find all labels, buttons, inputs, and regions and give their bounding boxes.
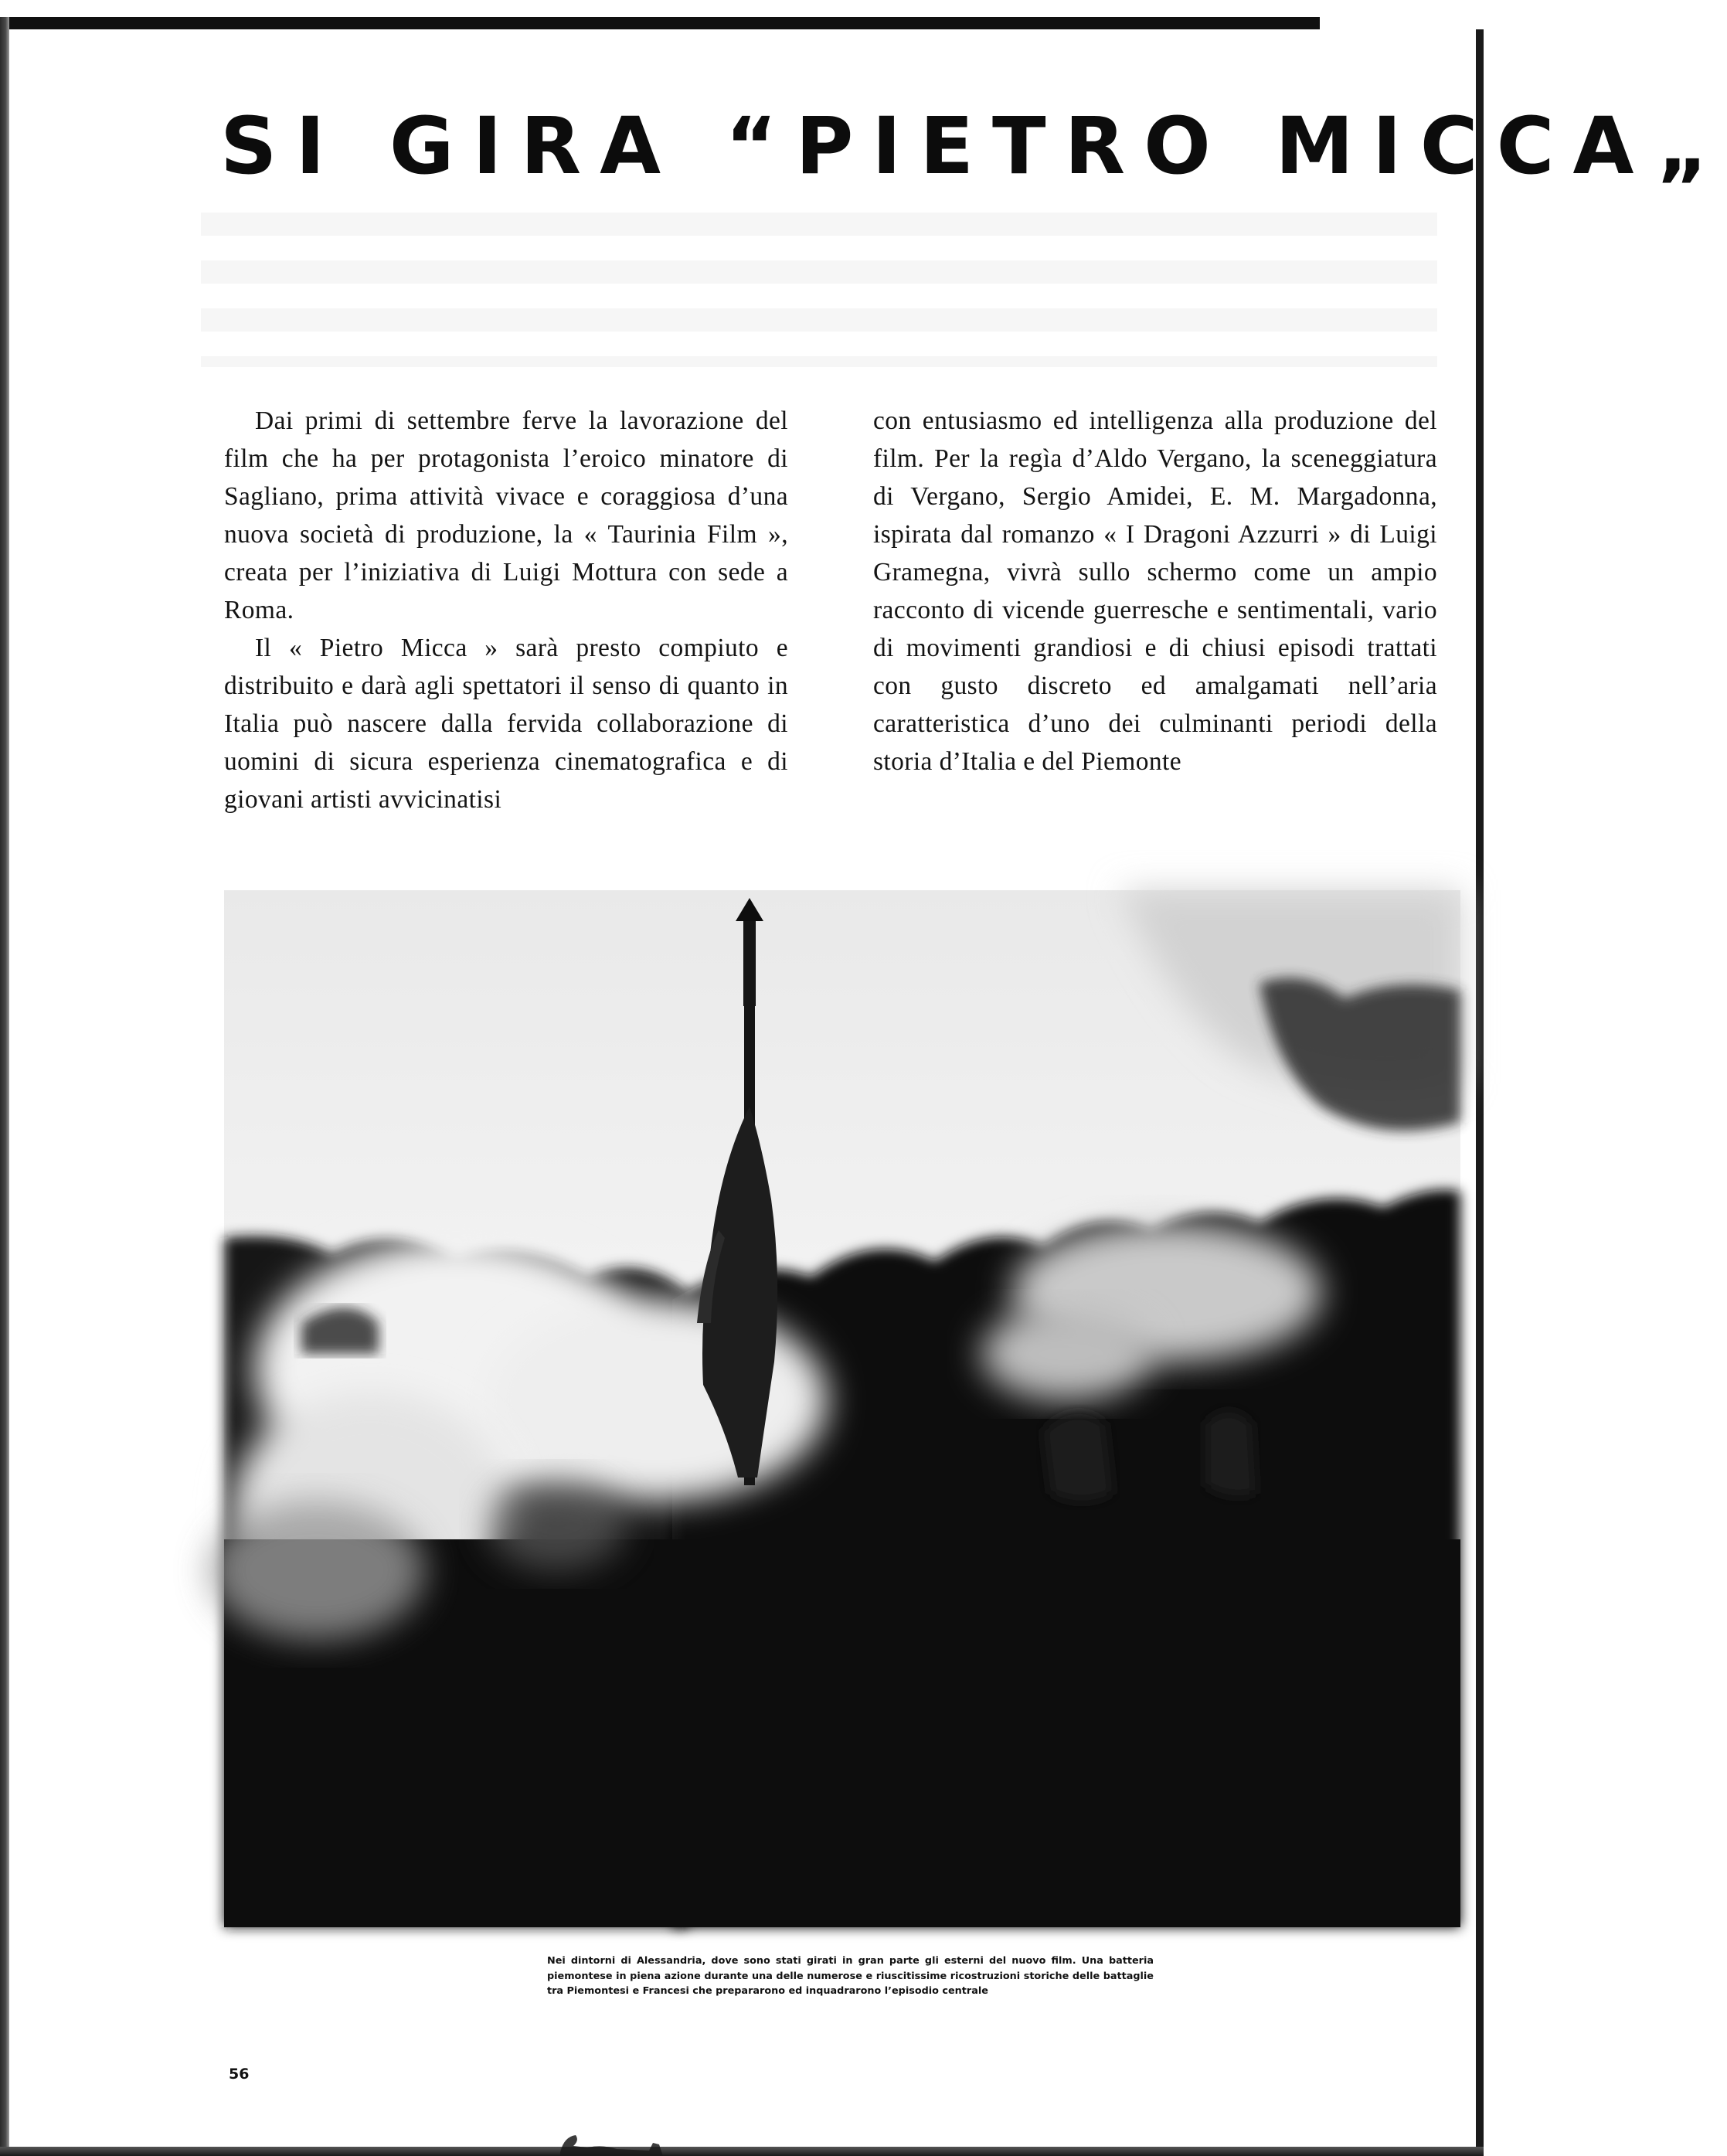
page-number: 56 <box>229 2066 250 2083</box>
article-title: SI GIRA “PIETRO MICCA„ <box>220 100 1727 192</box>
text-column-left <box>224 402 788 818</box>
scan-mark <box>556 2129 680 2156</box>
paragraph: Dai primi di settembre ferve la lavorazione del film che ha per protagonista l’eroico minatore di Sagliano, prima attività vivace e coraggiosa d’una nuova società di produzione, la « Taurinia Film », creata per l’iniziativa di Luigi Mottura con sede a Roma. <box>224 406 788 624</box>
photo-caption: Nei dintorni di Alessandria, dove sono stati girati in gran parte gli esterni del nuovo film. Una batteria piemontese in piena azione durante una delle numerose e riuscitissime ricostruzioni storiche delle battaglie tra Piemontesi e Francesi che prepararono ed inquadrarono l’episodio centrale <box>547 1955 1154 1997</box>
battle-scene-photo <box>224 890 1460 1927</box>
page-left-edge <box>0 17 9 2150</box>
text-column-right <box>873 402 1437 780</box>
paragraph: Il « Pietro Micca » sarà presto compiuto e distribuito e darà agli spettatori il senso di quanto in Italia può nascere dalla fervida collaborazione di uomini di sicura esperienza cinematografica e di giovani artisti avvicinatisi <box>224 634 788 814</box>
page-right-edge <box>1476 29 1484 2147</box>
page-bottom-edge <box>0 2147 1484 2156</box>
page-top-edge <box>0 17 1320 29</box>
show-through-text <box>201 213 1437 367</box>
paragraph: con entusiasmo ed intelligenza alla produzione del film. Per la regìa d’Aldo Vergano, la sceneggiatura di Vergano, Sergio Amidei, E. M. Margadonna, ispirata dal romanzo « I Dragoni Azzurri » di Luigi Gramegna, vivrà sullo schermo come un ampio racconto di vicende guerresche e sentimentali, vario di movimenti grandiosi e di chiusi episodi trattati con gusto discreto ed amalgamati nell’aria caratteristica d’uno dei culminanti periodi della storia d’Italia e del Piemonte <box>873 406 1437 776</box>
